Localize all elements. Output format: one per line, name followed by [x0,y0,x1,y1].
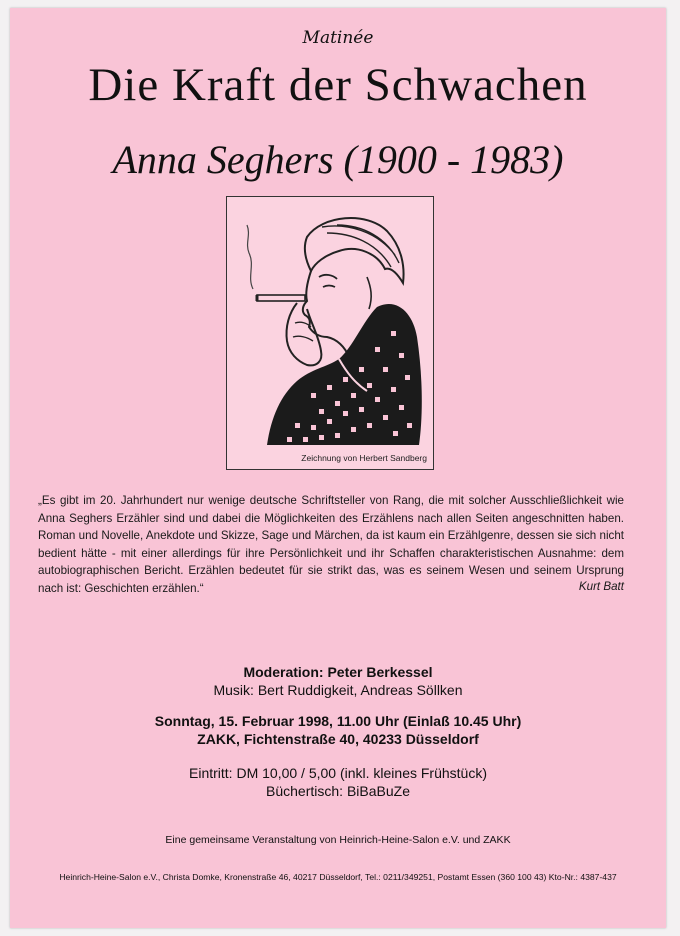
event-venue: ZAKK, Fichtenstraße 40, 40233 Düsseldorf [197,731,479,747]
flyer-page [10,8,666,928]
book-table-line: Büchertisch: BiBaBuZe [266,783,410,799]
quote-author: Kurt Batt [578,580,624,593]
event-date: Sonntag, 15. Februar 1998, 11.00 Uhr (Einlaß 10.45 Uhr) [154,713,522,729]
moderation-line: Moderation: Peter Berkessel [243,664,433,680]
music-line: Musik: Bert Ruddigkeit, Andreas Söllken [213,682,463,698]
portrait-drawing [227,197,433,469]
organizers-line: Eine gemeinsame Veranstaltung von Heinrich-Heine-Salon e.V. und ZAKK [165,834,511,846]
footer-address: Heinrich-Heine-Salon e.V., Christa Domke, Kronenstraße 46, 40217 Düsseldorf, Tel.: 0211/349251, Postamt Essen (360 100 43) Kto-Nr.: 4387-437 [59,872,617,882]
admission-line: Eintritt: DM 10,00 / 5,00 (inkl. kleines Frühstück) [189,765,487,781]
quote-text: „Es gibt im 20. Jahrhundert nur wenige deutsche Schriftsteller von Rang, die mit solcher Ausschließlichkeit wie Anna Seghers Erzähler sind und dabei die Möglichkeiten des Erzählens nach allen Seiten angeschnitten haben. Roman und Novelle, Anekdote und Skizze, Sage und Märchen, da ist kaum ein Erzählgenre, dessen sie sich nicht bedient hätte - mit einer allerdings für ihre Persönlichkeit und ihr Schaffen charakteristischen Ausnahme: dem autobiographischen Bericht. Erzählen bedeutet für sie strikt das, was es seinem Wesen und seinem Ursprung nach ist: Geschichten erzählen.“ [38,494,624,595]
portrait-illustration [226,196,434,470]
event-subtitle: Anna Seghers (1900 - 1983) [112,137,564,182]
illustration-caption: Zeichnung von Herbert Sandberg [301,453,427,463]
kicker-matinee: Matinée [302,28,374,48]
event-title: Die Kraft der Schwachen [88,59,588,111]
